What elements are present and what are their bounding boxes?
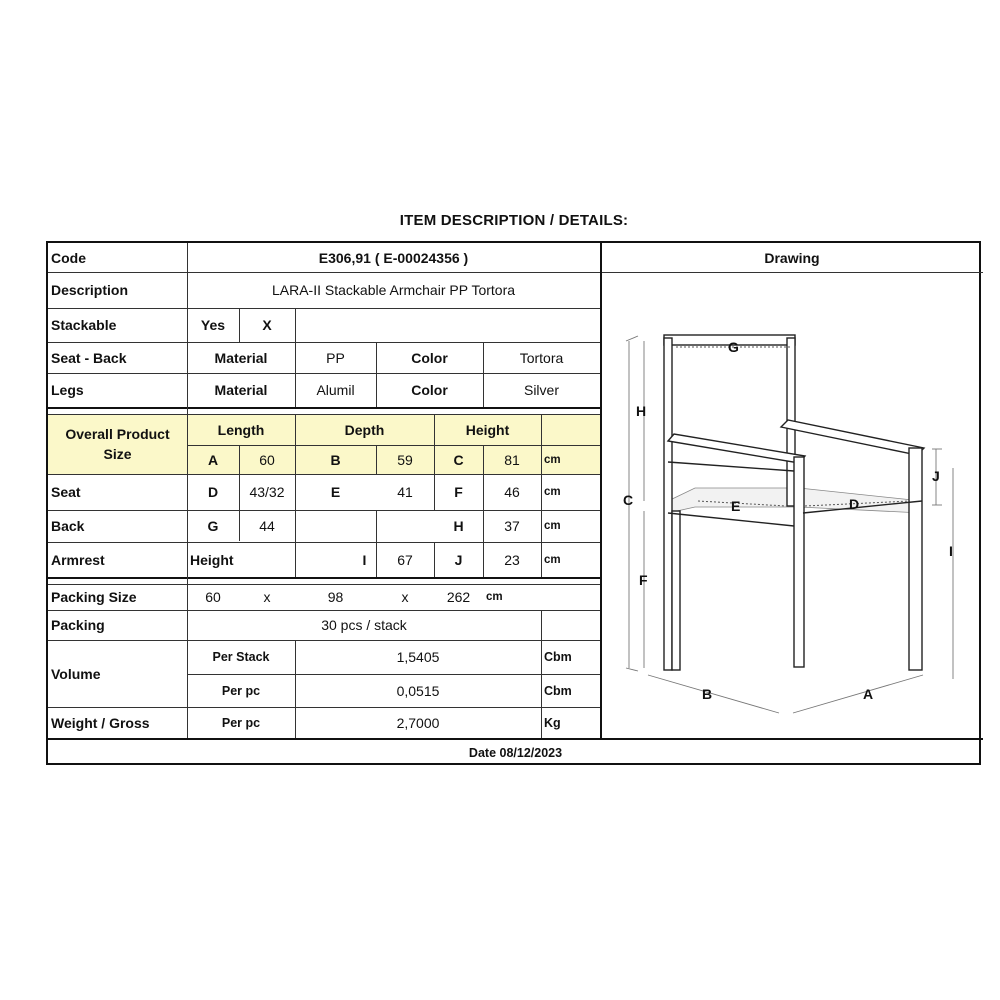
dim-g-letter: G	[207, 518, 219, 534]
legs-color: Silver	[523, 382, 559, 398]
details-table	[46, 241, 981, 765]
dim-label-f: F	[639, 572, 648, 588]
document-title: ITEM DESCRIPTION / DETAILS:	[399, 212, 629, 229]
stackable-label: Stackable	[51, 317, 117, 333]
dim-g-value: 44	[259, 518, 275, 534]
length-header: Length	[217, 421, 265, 438]
seat-back-material-label: Material	[214, 349, 268, 366]
legs-material-label: Material	[214, 382, 268, 398]
packing-value: 30 pcs / stack	[321, 617, 407, 633]
date-footer: Date 08/12/2023	[468, 745, 563, 760]
dim-label-a: A	[863, 686, 874, 702]
volume-per-pc-unit: Cbm	[544, 683, 572, 698]
dim-label-j: J	[932, 468, 940, 484]
seat-back-color: Tortora	[519, 349, 564, 366]
dim-e-letter: E	[330, 484, 341, 500]
dim-b-letter: B	[330, 451, 341, 468]
code-label: Code	[51, 249, 86, 266]
dim-f-letter: F	[454, 484, 463, 500]
dim-h-value: 37	[504, 518, 520, 534]
armrest-height-label: Height	[190, 551, 234, 568]
stackable-yes: Yes	[200, 317, 226, 333]
dim-i-letter: I	[362, 551, 367, 568]
dim-j-value: 23	[504, 551, 520, 568]
packing-size-height: 262	[446, 589, 471, 605]
height-header: Height	[465, 421, 510, 438]
overall-unit: cm	[544, 453, 561, 466]
packing-size-x1: x	[263, 589, 271, 605]
code-value: E306,91 ( E-00024356 )	[318, 249, 469, 266]
volume-label: Volume	[51, 665, 101, 682]
armrest-unit: cm	[544, 553, 561, 566]
dim-d-letter: D	[207, 484, 219, 500]
dim-d-value: 43/32	[249, 484, 285, 500]
overall-size-label: Overall Product Size	[65, 426, 170, 462]
armrest-label: Armrest	[51, 551, 105, 568]
packing-size-label: Packing Size	[51, 589, 137, 605]
dim-label-h: H	[636, 403, 647, 419]
dim-label-e: E	[731, 498, 741, 514]
seat-back-label: Seat - Back	[51, 349, 127, 366]
dim-label-d: D	[849, 496, 860, 512]
volume-per-pc-label: Per pc	[221, 683, 261, 698]
packing-size-length: 60	[205, 589, 221, 605]
chair-drawing	[601, 273, 981, 738]
packing-size-width: 98	[327, 589, 344, 605]
packing-size-unit: cm	[486, 591, 503, 603]
description-label: Description	[51, 282, 129, 298]
depth-header: Depth	[344, 421, 385, 438]
dim-label-c: C	[623, 492, 634, 508]
stackable-mark: X	[262, 317, 272, 333]
dim-label-g: G	[728, 339, 739, 355]
dim-label-i: I	[949, 543, 953, 559]
drawing-header: Drawing	[764, 249, 820, 266]
dim-j-letter: J	[454, 551, 463, 568]
legs-label: Legs	[51, 382, 84, 398]
description-value: LARA-II Stackable Armchair PP Tortora	[271, 282, 516, 298]
dim-b-value: 59	[397, 451, 413, 468]
volume-per-stack-label: Per Stack	[212, 650, 270, 664]
seat-unit: cm	[544, 486, 561, 498]
weight-label: Weight / Gross	[51, 714, 150, 731]
dim-c-letter: C	[453, 451, 464, 468]
seat-label: Seat	[51, 484, 81, 500]
seat-back-color-label: Color	[411, 349, 448, 366]
weight-unit: Kg	[544, 715, 561, 730]
legs-color-label: Color	[411, 382, 448, 398]
dim-c-value: 81	[504, 451, 520, 468]
volume-per-stack-value: 1,5405	[396, 649, 440, 665]
back-unit: cm	[544, 520, 561, 532]
dim-f-value: 46	[504, 484, 520, 500]
packing-size-x2: x	[401, 589, 409, 605]
packing-label: Packing	[51, 617, 105, 633]
legs-material: Alumil	[316, 382, 355, 398]
dim-a-value: 60	[259, 451, 275, 468]
dim-a-letter: A	[207, 451, 219, 468]
dim-label-b: B	[702, 686, 713, 702]
weight-value: 2,7000	[396, 714, 440, 731]
volume-per-pc-value: 0,0515	[396, 682, 440, 699]
seat-back-material: PP	[326, 349, 345, 366]
volume-per-stack-unit: Cbm	[544, 650, 572, 664]
dim-h-letter: H	[453, 518, 464, 534]
dim-e-value: 41	[397, 484, 413, 500]
weight-per-pc-label: Per pc	[221, 715, 261, 730]
back-label: Back	[51, 518, 85, 534]
dim-i-value: 67	[397, 551, 413, 568]
